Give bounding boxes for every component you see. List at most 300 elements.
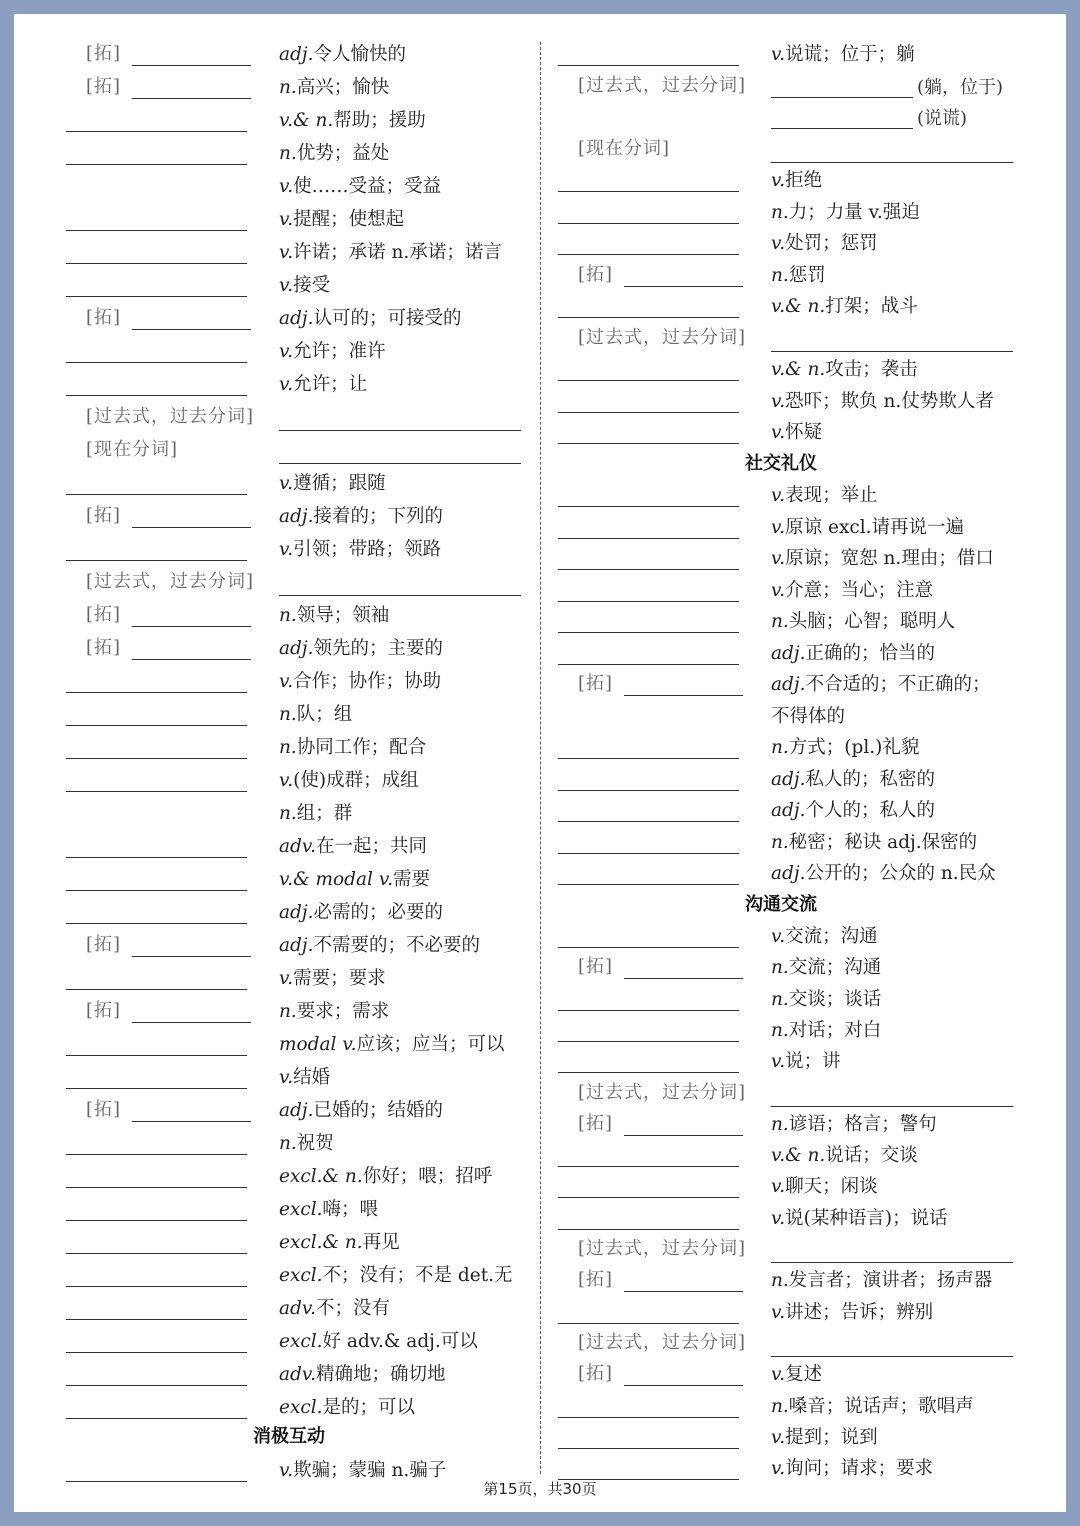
answer-blank[interactable] bbox=[558, 421, 739, 444]
definition-text: 合作；协作；协助 bbox=[293, 671, 442, 692]
entry-definition bbox=[279, 73, 389, 99]
definition-text: 使……受益；受益 bbox=[293, 176, 442, 197]
part-of-speech: v. bbox=[771, 1364, 786, 1386]
entry-definition bbox=[279, 1228, 400, 1254]
entry-definition bbox=[279, 469, 386, 495]
entry-definition bbox=[279, 1261, 513, 1287]
answer-blank[interactable] bbox=[66, 1033, 247, 1056]
definition-text: 介意；当心；注意 bbox=[785, 579, 934, 601]
definition-text: 交谈；谈话 bbox=[788, 988, 882, 1010]
answer-blank[interactable] bbox=[132, 307, 251, 330]
answer-blank[interactable] bbox=[558, 390, 739, 413]
entry-tag: [过去式，过去分词] bbox=[86, 406, 255, 427]
entry-definition bbox=[771, 481, 878, 507]
part-of-speech: adj. bbox=[279, 638, 314, 659]
part-of-speech: v.& n. bbox=[279, 110, 334, 131]
part-of-speech: adj. bbox=[279, 935, 314, 956]
answer-blank[interactable] bbox=[279, 441, 521, 464]
part-of-speech: v. bbox=[279, 275, 294, 296]
answer-blank[interactable] bbox=[66, 142, 247, 165]
definition-text: 欺骗；蒙骗 n.骗子 bbox=[293, 1460, 447, 1481]
form-hint: (躺，位于) bbox=[917, 76, 1004, 98]
definition-text: 接受 bbox=[293, 275, 331, 296]
definition-text: 交流；沟通 bbox=[788, 957, 882, 979]
entry-tag: [过去式，过去分词] bbox=[86, 571, 255, 592]
answer-blank[interactable] bbox=[66, 868, 247, 891]
definition-text: 嗓音；说话声；歌唱声 bbox=[788, 1395, 974, 1417]
entry-definition bbox=[771, 1392, 974, 1418]
answer-blank[interactable] bbox=[558, 925, 739, 948]
entry-definition bbox=[279, 601, 389, 627]
definition-text: 个人的；私人的 bbox=[805, 800, 936, 821]
entry-definition bbox=[279, 40, 406, 66]
definition-text: 领先的；主要的 bbox=[313, 638, 444, 659]
answer-blank[interactable] bbox=[558, 1175, 739, 1198]
part-of-speech: v. bbox=[771, 390, 786, 412]
entry-definition bbox=[279, 106, 426, 132]
answer-blank[interactable] bbox=[558, 768, 739, 791]
definition-text: 私人的；私密的 bbox=[805, 768, 936, 790]
entry-definition bbox=[771, 1016, 881, 1042]
answer-blank[interactable] bbox=[558, 358, 739, 381]
part-of-speech: v. bbox=[771, 485, 786, 506]
entry-definition bbox=[771, 544, 994, 570]
definition-text: 表现；举止 bbox=[785, 485, 878, 506]
answer-blank[interactable] bbox=[771, 75, 913, 98]
part-of-speech: v. bbox=[279, 209, 294, 230]
definition-text: 结婚 bbox=[293, 1067, 331, 1088]
entry-definition bbox=[771, 1141, 918, 1167]
entry-definition bbox=[279, 139, 389, 165]
entry-definition bbox=[771, 922, 878, 948]
entry-definition bbox=[279, 1129, 334, 1155]
answer-blank[interactable] bbox=[66, 274, 247, 297]
answer-blank[interactable] bbox=[132, 43, 251, 66]
answer-blank[interactable] bbox=[66, 1198, 247, 1221]
answer-blank[interactable] bbox=[66, 769, 247, 792]
definition-text: 恐吓；欺负 n.仗势欺人者 bbox=[785, 390, 994, 412]
part-of-speech: v.& n. bbox=[771, 1145, 826, 1167]
answer-blank[interactable] bbox=[558, 484, 739, 507]
entry-definition bbox=[279, 1162, 492, 1188]
entry-definition bbox=[771, 1454, 933, 1480]
answer-blank[interactable] bbox=[558, 232, 739, 255]
entry-definition bbox=[279, 205, 404, 231]
entry-definition bbox=[771, 166, 822, 192]
answer-blank[interactable] bbox=[558, 43, 739, 66]
entry-definition bbox=[771, 387, 994, 413]
answer-blank[interactable] bbox=[66, 208, 247, 231]
definition-text: 不；没有；不是 det.无 bbox=[322, 1265, 513, 1286]
entry-definition bbox=[771, 1110, 937, 1136]
part-of-speech: excl. bbox=[279, 1397, 323, 1418]
part-of-speech: n. bbox=[771, 1270, 789, 1292]
entry-tag: [过去式，过去分词] bbox=[578, 326, 747, 348]
entry-definition bbox=[279, 799, 352, 825]
entry-tag: [拓] bbox=[86, 1099, 122, 1120]
entry-definition bbox=[279, 172, 441, 198]
definition-text: 领导；领袖 bbox=[296, 605, 390, 626]
part-of-speech: v. bbox=[771, 516, 786, 538]
answer-blank[interactable] bbox=[132, 505, 251, 528]
answer-blank[interactable] bbox=[132, 604, 251, 627]
answer-blank[interactable] bbox=[624, 1113, 743, 1136]
answer-blank[interactable] bbox=[558, 1050, 739, 1073]
definition-text: 嗨；喂 bbox=[322, 1199, 379, 1220]
part-of-speech: v. bbox=[279, 341, 294, 362]
answer-blank[interactable] bbox=[132, 1000, 251, 1023]
answer-blank[interactable] bbox=[558, 642, 739, 665]
part-of-speech: v. bbox=[279, 176, 294, 197]
part-of-speech: v. bbox=[771, 1176, 786, 1198]
answer-blank[interactable] bbox=[771, 1334, 1013, 1357]
part-of-speech: n. bbox=[771, 1113, 789, 1135]
entry-definition bbox=[279, 898, 443, 924]
entry-definition bbox=[279, 337, 386, 363]
definition-text: 提醒；使想起 bbox=[293, 209, 405, 230]
answer-blank[interactable] bbox=[558, 1019, 739, 1042]
answer-blank[interactable] bbox=[624, 264, 743, 287]
answer-blank[interactable] bbox=[279, 408, 521, 431]
answer-blank[interactable] bbox=[66, 1363, 247, 1386]
entry-tag: [拓] bbox=[86, 43, 122, 64]
answer-blank[interactable] bbox=[624, 1269, 743, 1292]
entry-tag: [拓] bbox=[86, 1000, 122, 1021]
definition-text: 许诺；承诺 n.承诺；诺言 bbox=[293, 242, 502, 263]
entry-tag: [过去式，过去分词] bbox=[578, 74, 747, 96]
answer-blank[interactable] bbox=[558, 295, 739, 318]
answer-blank[interactable] bbox=[66, 538, 247, 561]
part-of-speech: v. bbox=[771, 170, 786, 191]
definition-text: 允许；让 bbox=[293, 374, 368, 395]
answer-blank[interactable] bbox=[66, 1264, 247, 1287]
entry-definition bbox=[771, 1423, 878, 1449]
part-of-speech: n. bbox=[279, 1001, 297, 1022]
entry-definition bbox=[771, 702, 845, 728]
part-of-speech: v. bbox=[771, 44, 786, 65]
entry-definition bbox=[771, 418, 822, 444]
answer-blank[interactable] bbox=[771, 1084, 1013, 1107]
entry-definition bbox=[771, 292, 918, 318]
answer-blank[interactable] bbox=[66, 1231, 247, 1254]
answer-blank[interactable] bbox=[558, 831, 739, 854]
definition-text: 需要；要求 bbox=[293, 968, 386, 989]
definition-text: 必需的；必要的 bbox=[313, 902, 444, 923]
definition-text: 允许；准许 bbox=[293, 341, 386, 362]
part-of-speech: n. bbox=[279, 77, 297, 98]
definition-text: 应该；应当；可以 bbox=[356, 1034, 505, 1055]
part-of-speech: modal v. bbox=[279, 1034, 357, 1055]
entry-definition bbox=[771, 355, 918, 381]
definition-text: 令人愉快的 bbox=[313, 44, 407, 65]
section-heading: 沟通交流 bbox=[745, 894, 817, 915]
answer-blank[interactable] bbox=[66, 901, 247, 924]
part-of-speech: adj. bbox=[279, 308, 314, 329]
answer-blank[interactable] bbox=[558, 1395, 739, 1418]
entry-definition bbox=[279, 997, 389, 1023]
entry-definition bbox=[279, 700, 352, 726]
part-of-speech: v.& n. bbox=[771, 359, 826, 380]
form-hint: (说谎) bbox=[917, 108, 968, 129]
definition-text: 原谅 excl.请再说一遍 bbox=[785, 516, 965, 538]
entry-definition bbox=[279, 733, 426, 759]
definition-text: 要求；需求 bbox=[296, 1001, 390, 1022]
answer-blank[interactable] bbox=[66, 703, 247, 726]
part-of-speech: v. bbox=[771, 548, 786, 569]
answer-blank[interactable] bbox=[66, 736, 247, 759]
part-of-speech: n. bbox=[771, 201, 789, 223]
part-of-speech: adj. bbox=[279, 1100, 314, 1121]
definition-text: 不得体的 bbox=[771, 705, 846, 727]
answer-blank[interactable] bbox=[771, 106, 913, 129]
part-of-speech: n. bbox=[279, 737, 297, 758]
part-of-speech: adv. bbox=[279, 1364, 317, 1385]
entry-definition bbox=[279, 1327, 478, 1353]
entry-tag: [拓] bbox=[578, 1269, 614, 1291]
entry-tag: [现在分词] bbox=[578, 137, 671, 159]
definition-text: 协同工作；配合 bbox=[296, 737, 427, 758]
answer-blank[interactable] bbox=[132, 76, 251, 99]
entry-definition bbox=[771, 953, 881, 979]
definition-text: 队；组 bbox=[296, 704, 353, 725]
part-of-speech: v.& modal v. bbox=[279, 869, 393, 890]
answer-blank[interactable] bbox=[624, 673, 743, 696]
entry-definition bbox=[771, 733, 919, 759]
entry-definition bbox=[771, 229, 878, 255]
definition-text: 你好；喂；招呼 bbox=[362, 1166, 493, 1187]
entry-definition bbox=[771, 261, 826, 287]
answer-blank[interactable] bbox=[132, 637, 251, 660]
answer-blank[interactable] bbox=[132, 1099, 251, 1122]
entry-definition bbox=[279, 370, 367, 396]
answer-blank[interactable] bbox=[771, 329, 1013, 352]
page-footer: 第15页，共30页 bbox=[483, 1480, 597, 1498]
definition-text: 谚语；格言；警句 bbox=[788, 1113, 937, 1135]
definition-text: 不；没有 bbox=[316, 1298, 391, 1319]
entry-definition bbox=[771, 796, 935, 822]
definition-text: 说；讲 bbox=[785, 1051, 841, 1073]
part-of-speech: n. bbox=[771, 611, 789, 632]
part-of-speech: excl.& n. bbox=[279, 1166, 363, 1187]
part-of-speech: n. bbox=[771, 831, 789, 853]
definition-text: (使)成群；成组 bbox=[293, 770, 419, 791]
answer-blank[interactable] bbox=[66, 1297, 247, 1320]
answer-blank[interactable] bbox=[66, 1396, 247, 1419]
definition-text: 公开的；公众的 n.民众 bbox=[805, 863, 996, 884]
entry-definition bbox=[279, 1393, 415, 1419]
part-of-speech: n. bbox=[279, 605, 297, 626]
column-divider bbox=[540, 42, 541, 1474]
entry-definition bbox=[771, 576, 933, 602]
definition-text: 聊天；闲谈 bbox=[785, 1176, 878, 1198]
definition-text: 帮助；援助 bbox=[333, 110, 426, 131]
part-of-speech: n. bbox=[279, 1133, 297, 1154]
part-of-speech: n. bbox=[771, 1395, 789, 1417]
answer-blank[interactable] bbox=[66, 241, 247, 264]
part-of-speech: adj. bbox=[279, 902, 314, 923]
answer-blank[interactable] bbox=[558, 862, 739, 885]
answer-blank[interactable] bbox=[66, 670, 247, 693]
entry-definition bbox=[279, 1195, 378, 1221]
entry-definition bbox=[279, 535, 441, 561]
answer-blank[interactable] bbox=[558, 1144, 739, 1167]
section-heading: 社交礼仪 bbox=[745, 453, 817, 474]
answer-blank[interactable] bbox=[66, 835, 247, 858]
definition-text: 讲述；告诉；辨别 bbox=[785, 1301, 934, 1323]
entry-definition bbox=[279, 271, 330, 297]
definition-text: 复述 bbox=[785, 1364, 823, 1386]
entry-definition bbox=[279, 1360, 446, 1386]
entry-definition bbox=[771, 1266, 992, 1292]
part-of-speech: v. bbox=[279, 1460, 294, 1481]
answer-blank[interactable] bbox=[558, 1457, 739, 1480]
part-of-speech: v. bbox=[279, 770, 294, 791]
definition-text: 处罚；惩罚 bbox=[785, 233, 878, 254]
entry-tag: [拓] bbox=[86, 604, 122, 625]
entry-definition bbox=[771, 513, 964, 539]
definition-text: 发言者；演讲者；扬声器 bbox=[788, 1270, 993, 1292]
answer-blank[interactable] bbox=[771, 140, 1013, 163]
entry-definition bbox=[771, 1047, 841, 1073]
answer-blank[interactable] bbox=[558, 1426, 739, 1449]
part-of-speech: v. bbox=[771, 233, 786, 254]
entry-definition bbox=[771, 1172, 878, 1198]
definition-text: 说话；交谈 bbox=[825, 1145, 918, 1167]
answer-blank[interactable] bbox=[66, 1330, 247, 1353]
answer-blank[interactable] bbox=[558, 169, 739, 192]
definition-text: 攻击；袭击 bbox=[825, 359, 918, 380]
part-of-speech: n. bbox=[771, 957, 789, 979]
answer-blank[interactable] bbox=[66, 1066, 247, 1089]
part-of-speech: v. bbox=[279, 374, 294, 395]
part-of-speech: excl. bbox=[279, 1331, 323, 1352]
definition-text: 引领；带路；领路 bbox=[293, 539, 442, 560]
answer-blank[interactable] bbox=[558, 547, 739, 570]
part-of-speech: v. bbox=[279, 671, 294, 692]
part-of-speech: v. bbox=[279, 473, 294, 494]
definition-text: 认可的；可接受的 bbox=[313, 308, 462, 329]
part-of-speech: adj. bbox=[771, 863, 806, 884]
entry-definition bbox=[771, 607, 955, 633]
answer-blank[interactable] bbox=[66, 967, 247, 990]
answer-blank[interactable] bbox=[279, 573, 521, 596]
entry-definition bbox=[279, 865, 430, 891]
part-of-speech: n. bbox=[771, 737, 789, 758]
part-of-speech: v. bbox=[771, 1458, 786, 1480]
answer-blank[interactable] bbox=[558, 516, 739, 539]
part-of-speech: v. bbox=[279, 968, 294, 989]
definition-text: 再见 bbox=[362, 1232, 400, 1253]
part-of-speech: adj. bbox=[771, 800, 806, 821]
answer-blank[interactable] bbox=[66, 1132, 247, 1155]
entry-tag: [拓] bbox=[86, 637, 122, 658]
entry-tag: [过去式，过去分词] bbox=[578, 1331, 747, 1353]
part-of-speech: v. bbox=[771, 1301, 786, 1323]
answer-blank[interactable] bbox=[66, 1165, 247, 1188]
answer-blank[interactable] bbox=[66, 472, 247, 495]
definition-text: 说(某种语言)；说话 bbox=[785, 1207, 948, 1229]
definition-text: 高兴；愉快 bbox=[296, 77, 390, 98]
answer-blank[interactable] bbox=[66, 340, 247, 363]
entry-tag: [拓] bbox=[578, 673, 614, 694]
definition-text: 询问；请求；要求 bbox=[785, 1458, 934, 1480]
part-of-speech: n. bbox=[279, 143, 297, 164]
part-of-speech: v. bbox=[771, 1051, 786, 1073]
entry-definition bbox=[771, 859, 996, 885]
part-of-speech: v. bbox=[771, 1426, 786, 1448]
definition-text: 接着的；下列的 bbox=[313, 506, 444, 527]
entry-tag: [拓] bbox=[578, 263, 614, 285]
answer-blank[interactable] bbox=[558, 610, 739, 633]
definition-text: 组；群 bbox=[296, 803, 353, 824]
part-of-speech: adv. bbox=[279, 836, 317, 857]
part-of-speech: excl. bbox=[279, 1199, 323, 1220]
entry-tag: [拓] bbox=[578, 1112, 614, 1134]
part-of-speech: adj. bbox=[771, 642, 806, 664]
entry-definition bbox=[771, 198, 920, 224]
entry-definition bbox=[279, 1063, 330, 1089]
entry-definition bbox=[771, 639, 935, 665]
entry-definition bbox=[771, 40, 915, 66]
entry-tag: [拓] bbox=[86, 505, 122, 526]
definition-text: 不需要的；不必要的 bbox=[313, 935, 481, 956]
part-of-speech: v. bbox=[771, 1207, 786, 1229]
entry-definition bbox=[279, 304, 462, 330]
definition-text: 说谎；位于；躺 bbox=[785, 44, 915, 65]
part-of-speech: n. bbox=[279, 803, 297, 824]
answer-blank[interactable] bbox=[66, 109, 247, 132]
answer-blank[interactable] bbox=[558, 1301, 739, 1324]
definition-text: 原谅；宽恕 n.理由；借口 bbox=[785, 548, 994, 569]
part-of-speech: v. bbox=[279, 242, 294, 263]
part-of-speech: n. bbox=[771, 988, 789, 1010]
entry-tag: [拓] bbox=[578, 956, 614, 978]
part-of-speech: v. bbox=[771, 926, 786, 947]
entry-definition bbox=[771, 1204, 948, 1230]
part-of-speech: n. bbox=[771, 264, 789, 286]
definition-text: 秘密；秘诀 adj.保密的 bbox=[788, 831, 978, 853]
answer-blank[interactable] bbox=[624, 956, 743, 979]
part-of-speech: adj. bbox=[771, 768, 806, 790]
answer-blank[interactable] bbox=[558, 988, 739, 1011]
entry-definition bbox=[771, 765, 935, 791]
answer-blank[interactable] bbox=[558, 799, 739, 822]
definition-text: 精确地；确切地 bbox=[316, 1364, 446, 1385]
answer-blank[interactable] bbox=[558, 1207, 739, 1230]
section-heading: 消极互动 bbox=[253, 1426, 325, 1447]
answer-blank[interactable] bbox=[771, 1240, 1013, 1263]
entry-definition bbox=[771, 985, 881, 1011]
entry-definition bbox=[279, 964, 386, 990]
definition-text: 对话；对白 bbox=[788, 1019, 882, 1041]
answer-blank[interactable] bbox=[558, 736, 739, 759]
entry-tag: [拓] bbox=[578, 1363, 614, 1385]
entry-definition bbox=[279, 667, 441, 693]
answer-blank[interactable] bbox=[66, 373, 247, 396]
entry-definition bbox=[279, 634, 443, 660]
definition-text: 已婚的；结婚的 bbox=[313, 1100, 444, 1121]
part-of-speech: adj. bbox=[771, 674, 806, 695]
part-of-speech: v. bbox=[771, 422, 786, 443]
answer-blank[interactable] bbox=[132, 934, 251, 957]
definition-text: 正确的；恰当的 bbox=[805, 642, 936, 664]
answer-blank[interactable] bbox=[558, 579, 739, 602]
answer-blank[interactable] bbox=[558, 201, 739, 224]
entry-definition bbox=[279, 832, 427, 858]
definition-text: 力；力量 v.强迫 bbox=[788, 201, 920, 223]
definition-text: 祝贺 bbox=[296, 1133, 334, 1154]
answer-blank[interactable] bbox=[624, 1363, 743, 1386]
